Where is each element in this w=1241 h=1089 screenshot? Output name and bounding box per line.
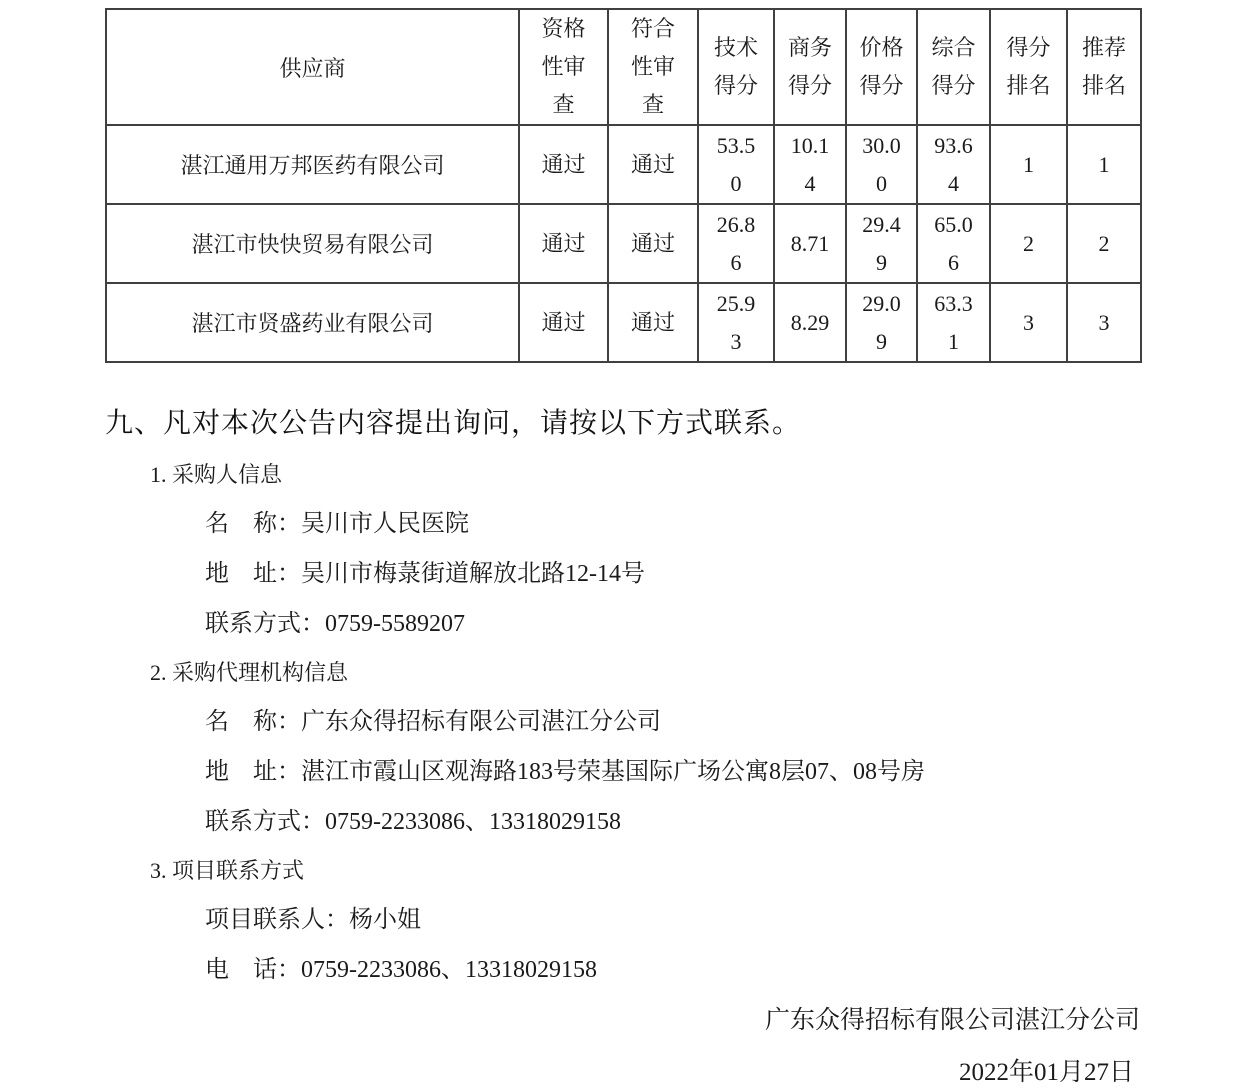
score-rank-value: 1 bbox=[1023, 151, 1034, 177]
comprehensive-score-value: 65.06 bbox=[934, 211, 973, 275]
cell-recommend-rank bbox=[1067, 125, 1141, 204]
cell-comprehensive-score bbox=[917, 283, 990, 362]
section-nine-heading: 九、凡对本次公告内容提出询问，请按以下方式联系。 bbox=[105, 408, 802, 439]
purchaser-name-line: 名 称：吴川市人民医院 bbox=[205, 511, 469, 537]
price-score-value: 29.49 bbox=[862, 211, 901, 275]
technical-score-value: 53.50 bbox=[716, 132, 756, 196]
business-score-value: 8.71 bbox=[790, 230, 830, 256]
column-header-qualification-review-label: 资格性审查 bbox=[541, 16, 586, 117]
score-rank-value: 3 bbox=[1023, 309, 1034, 335]
column-header-compliance-review-label: 符合性审查 bbox=[630, 16, 675, 117]
qualification-review-value: 通过 bbox=[541, 309, 586, 335]
compliance-review-value: 通过 bbox=[630, 309, 675, 335]
purchaser-info-section bbox=[105, 461, 1140, 639]
cell-comprehensive-score bbox=[917, 125, 990, 204]
recommend-rank-value: 3 bbox=[1098, 309, 1110, 335]
cell-qualification-review bbox=[519, 204, 608, 283]
qualification-review-value: 通过 bbox=[541, 151, 586, 177]
business-score-value: 8.29 bbox=[790, 309, 830, 335]
purchaser-info-title: 1. 采购人信息 bbox=[150, 462, 283, 487]
recommend-rank-value: 1 bbox=[1098, 151, 1110, 177]
table-row bbox=[106, 204, 1141, 283]
cell-business-score bbox=[774, 283, 846, 362]
column-header-supplier bbox=[106, 9, 519, 125]
price-score-value: 30.00 bbox=[862, 132, 901, 196]
column-header-recommend-rank-label: 推荐排名 bbox=[1081, 35, 1126, 98]
column-header-comprehensive-score-label: 综合得分 bbox=[931, 35, 976, 98]
column-header-comprehensive-score bbox=[917, 9, 990, 125]
cell-score-rank bbox=[990, 283, 1067, 362]
agency-contact-line: 联系方式：0759-2233086、13318029158 bbox=[205, 809, 621, 835]
cell-supplier: 湛江市快快贸易有限公司 bbox=[106, 204, 519, 283]
table-header-row bbox=[106, 9, 1141, 125]
column-header-technical-score bbox=[698, 9, 774, 125]
score-rank-value: 2 bbox=[1023, 230, 1034, 256]
cell-price-score bbox=[846, 125, 917, 204]
cell-business-score bbox=[774, 125, 846, 204]
column-header-business-score bbox=[774, 9, 846, 125]
cell-technical-score bbox=[698, 204, 774, 283]
column-header-supplier-label: 供应商 bbox=[279, 55, 346, 81]
compliance-review-value: 通过 bbox=[630, 151, 675, 177]
project-phone-line: 电 话：0759-2233086、13318029158 bbox=[205, 957, 597, 983]
column-header-compliance-review bbox=[608, 9, 698, 125]
signature-date: 2022年01月27日 bbox=[958, 1059, 1134, 1086]
purchaser-contact-line: 联系方式：0759-5589207 bbox=[205, 611, 465, 637]
project-contact-person-line: 项目联系人：杨小姐 bbox=[205, 907, 421, 933]
recommend-rank-value: 2 bbox=[1098, 230, 1110, 256]
column-header-score-rank bbox=[990, 9, 1067, 125]
column-header-price-score-label: 价格得分 bbox=[859, 35, 904, 98]
evaluation-result-table bbox=[105, 8, 1142, 363]
cell-price-score bbox=[846, 283, 917, 362]
compliance-review-value: 通过 bbox=[630, 230, 675, 256]
cell-comprehensive-score bbox=[917, 204, 990, 283]
cell-recommend-rank bbox=[1067, 283, 1141, 362]
project-contact-title: 3. 项目联系方式 bbox=[150, 858, 305, 883]
price-score-value: 29.09 bbox=[862, 290, 901, 354]
contact-sections bbox=[105, 461, 1140, 985]
cell-technical-score bbox=[698, 283, 774, 362]
column-header-qualification-review bbox=[519, 9, 608, 125]
column-header-recommend-rank bbox=[1067, 9, 1141, 125]
cell-price-score bbox=[846, 204, 917, 283]
cell-score-rank bbox=[990, 125, 1067, 204]
agency-address-line: 地 址：湛江市霞山区观海路183号荣基国际广场公寓8层07、08号房 bbox=[205, 759, 925, 785]
table-row bbox=[106, 283, 1141, 362]
comprehensive-score-value: 93.64 bbox=[934, 132, 973, 196]
column-header-technical-score-label: 技术得分 bbox=[713, 35, 758, 98]
business-score-value: 10.14 bbox=[790, 132, 830, 196]
signature-organization: 广东众得招标有限公司湛江分公司 bbox=[764, 1007, 1140, 1034]
cell-qualification-review bbox=[519, 283, 608, 362]
technical-score-value: 25.93 bbox=[716, 290, 756, 354]
cell-technical-score bbox=[698, 125, 774, 204]
project-contact-section bbox=[105, 857, 1140, 985]
agency-name-line: 名 称：广东众得招标有限公司湛江分公司 bbox=[205, 709, 661, 735]
column-header-score-rank-label: 得分排名 bbox=[1006, 35, 1051, 98]
technical-score-value: 26.86 bbox=[716, 211, 756, 275]
cell-compliance-review bbox=[608, 125, 698, 204]
cell-compliance-review bbox=[608, 204, 698, 283]
cell-supplier: 湛江通用万邦医药有限公司 bbox=[106, 125, 519, 204]
agency-info-section bbox=[105, 659, 1140, 837]
cell-recommend-rank bbox=[1067, 204, 1141, 283]
cell-score-rank bbox=[990, 204, 1067, 283]
signature-block bbox=[105, 1005, 1140, 1089]
cell-business-score bbox=[774, 204, 846, 283]
purchaser-address-line: 地 址：吴川市梅菉街道解放北路12-14号 bbox=[205, 561, 645, 587]
cell-compliance-review bbox=[608, 283, 698, 362]
cell-supplier: 湛江市贤盛药业有限公司 bbox=[106, 283, 519, 362]
cell-qualification-review bbox=[519, 125, 608, 204]
column-header-business-score-label: 商务得分 bbox=[787, 35, 832, 98]
column-header-price-score bbox=[846, 9, 917, 125]
qualification-review-value: 通过 bbox=[541, 230, 586, 256]
comprehensive-score-value: 63.31 bbox=[934, 290, 973, 354]
table-row bbox=[106, 125, 1141, 204]
agency-info-title: 2. 采购代理机构信息 bbox=[150, 660, 349, 685]
